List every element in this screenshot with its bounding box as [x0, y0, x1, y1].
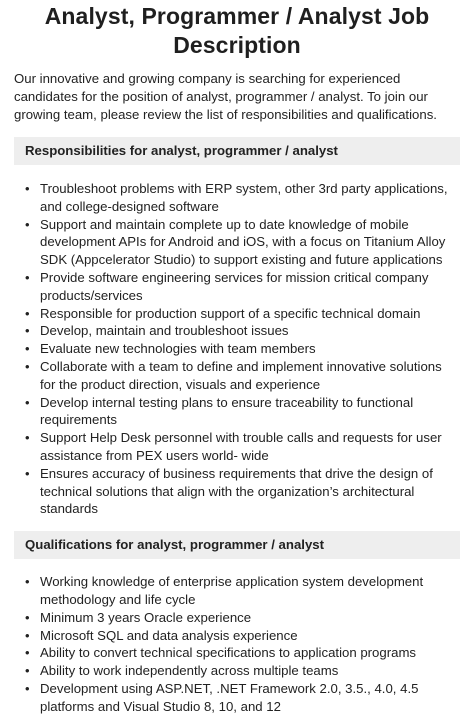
list-item-text: Responsible for production support of a specific technical domain: [40, 305, 421, 321]
qualifications-list: [14, 573, 460, 715]
list-item-text: Develop, maintain and troubleshoot issues: [40, 323, 289, 339]
bullet-icon: •: [25, 358, 30, 374]
bullet-icon: •: [25, 609, 30, 625]
list-item: [14, 269, 460, 305]
bullet-icon: •: [25, 430, 30, 446]
list-item-text: Working knowledge of enterprise application system development methodology and life cycle: [40, 574, 424, 607]
list-item-text: Microsoft SQL and data analysis experience: [40, 627, 298, 643]
list-item-text: Ability to work independently across multiple teams: [40, 663, 339, 679]
list-item-text: Support and maintain complete up to date knowledge of mobile development APIs for Android and iOS, with a focus on Titanium Alloy SDK (Appcelerator Studio) to support existing and future applications: [40, 216, 446, 268]
bullet-icon: •: [25, 574, 30, 590]
list-item-text: Provide software engineering services for mission critical company products/services: [40, 269, 429, 303]
list-item: [14, 465, 460, 518]
bullet-icon: •: [25, 680, 30, 696]
list-item-text: Troubleshoot problems with ERP system, other 3rd party applications, and college-designed software: [40, 181, 448, 214]
bullet-icon: •: [25, 323, 30, 339]
list-item: [14, 573, 460, 609]
list-item: [14, 216, 460, 269]
bullet-icon: •: [25, 341, 30, 357]
bullet-icon: •: [25, 394, 30, 410]
bullet-icon: •: [25, 269, 30, 285]
list-item: [14, 680, 460, 716]
responsibilities-list: [14, 180, 460, 518]
list-item-text: Ability to convert technical specifications to application programs: [40, 645, 417, 661]
page-title: Analyst, Programmer / Analyst Job Description: [44, 3, 430, 58]
list-item: [14, 305, 460, 323]
list-item: [14, 358, 460, 394]
list-item-text: Ensures accuracy of business requirements that drive the design of technical solutions that align with the organization’s architectural standards: [40, 465, 433, 517]
list-item: [14, 644, 460, 662]
list-item-text: Development using ASP.NET, .NET Framework 2.0, 3.5., 4.0, 4.5 platforms and Visual Studio 8, 10, and 12: [40, 680, 419, 714]
list-item: [14, 662, 460, 680]
bullet-icon: •: [25, 627, 30, 643]
list-item: [14, 429, 460, 465]
bullet-icon: •: [25, 181, 30, 196]
list-item: [14, 627, 460, 645]
bullet-icon: •: [25, 465, 30, 481]
bullet-icon: •: [25, 645, 30, 661]
responsibilities-heading: Responsibilities for analyst, programmer / analyst: [14, 137, 460, 165]
bullet-icon: •: [25, 305, 30, 321]
bullet-icon: •: [25, 216, 30, 232]
list-item: [14, 180, 460, 216]
list-item-text: Evaluate new technologies with team members: [40, 341, 316, 357]
list-item: [14, 322, 460, 340]
list-item-text: Collaborate with a team to define and implement innovative solutions for the product direction, visuals and experience: [40, 358, 442, 392]
qualifications-heading: Qualifications for analyst, programmer / analyst: [14, 531, 460, 559]
list-item: [14, 609, 460, 627]
list-item: [14, 340, 460, 358]
bullet-icon: •: [25, 663, 30, 679]
list-item-text: Minimum 3 years Oracle experience: [40, 609, 252, 625]
intro-paragraph: Our innovative and growing company is searching for experienced candidates for the position of analyst, programmer / analyst. To join our growing team, please review the list of responsibilities and qualifications.: [14, 71, 437, 122]
list-item: [14, 394, 460, 430]
list-item-text: Develop internal testing plans to ensure traceability to functional requirements: [40, 394, 414, 428]
list-item-text: Support Help Desk personnel with trouble calls and requests for user assistance from PEX users world- wide: [40, 430, 442, 463]
